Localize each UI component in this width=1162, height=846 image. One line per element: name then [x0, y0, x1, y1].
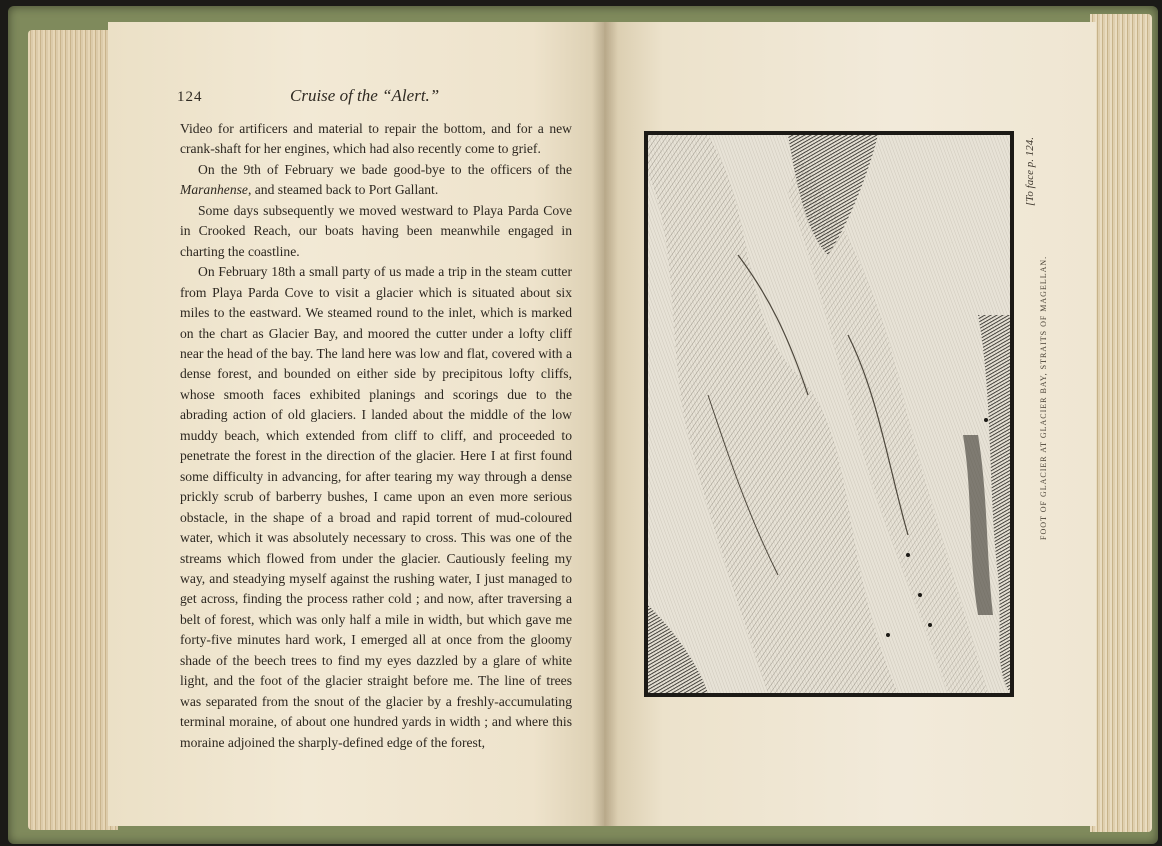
glacier-illustration: [648, 135, 1010, 693]
left-page-edges: [28, 30, 118, 830]
paragraph-2-end: , and steamed back to Port Gallant.: [247, 182, 439, 198]
right-page-edges: [1090, 14, 1152, 832]
paragraph-4: On February 18th a small party of us made a trip in the steam cutter from Playa Parda Cove to visit a glacier which is situated about six miles to the eastward. We steamed round to the inlet, which is marked on the chart as Glacier Bay, and moored the cutter under a lofty cliff near the head of the bay. The land here was low and flat, covered with a dense forest, and bounded on either side by precipitous lofty cliffs, whose smooth faces exhibited planings and scorings due to the abrading action of old glaciers. I landed about the middle of the low muddy beach, which extended from cliff to cliff, and proceeded to penetrate the forest in the direction of the glacier. Here I at first found some difficulty in advancing, for after tearing my way through a dense prickly scrub of barberry bushes, I came upon an even more serious obstacle, in the shape of a broad and rapid torrent of mud-coloured water, which it was absolutely necessary to cross. This was one of the streams which flowed from under the glacier. Cautiously feeling my way, and steadying myself against the rushing water, I just managed to get across, finding the process rather cold ; and now, after traversing a belt of forest, which was only half a mile in width, but which gave me forty-five minutes hard work, I emerged all at once from the gloomy shade of the beech trees to find my eyes dazzled by a glare of white light, and the foot of the glacier straight before me. The line of trees was separated from the snout of the glacier by a freshly-accumulating terminal moraine, of about one hundred yards in width ; and where this moraine adjoined the sharply-defined edge of the forest,: [180, 264, 572, 750]
book-gutter: [592, 22, 618, 826]
body-text: [180, 119, 572, 753]
page-number: 124: [177, 89, 203, 105]
paragraph-2-start: On the 9th of February we bade good-bye to the officers of the: [198, 161, 572, 177]
face-page-reference: [To face p. 124.: [1024, 137, 1036, 206]
ship-name-italic: Maranhense: [180, 182, 248, 198]
glacier-engraving: [644, 131, 1014, 697]
paragraph-1: Video for artificers and material to repair the bottom, and for a new crank-shaft for her engines, which had also recently come to grief.: [180, 121, 572, 157]
running-head-prefix: Cruise of the: [290, 86, 383, 105]
paragraph-2: [180, 160, 572, 201]
running-head: [290, 86, 439, 106]
paragraph-3: Some days subsequently we moved westward to Playa Parda Cove in Crooked Reach, our boats having been meanwhile engaged in charting the coastline.: [180, 202, 572, 259]
plate-caption: FOOT OF GLACIER AT GLACIER BAY, STRAITS OF MAGELLAN.: [1039, 255, 1048, 540]
running-head-ship: “Alert.”: [382, 86, 440, 105]
